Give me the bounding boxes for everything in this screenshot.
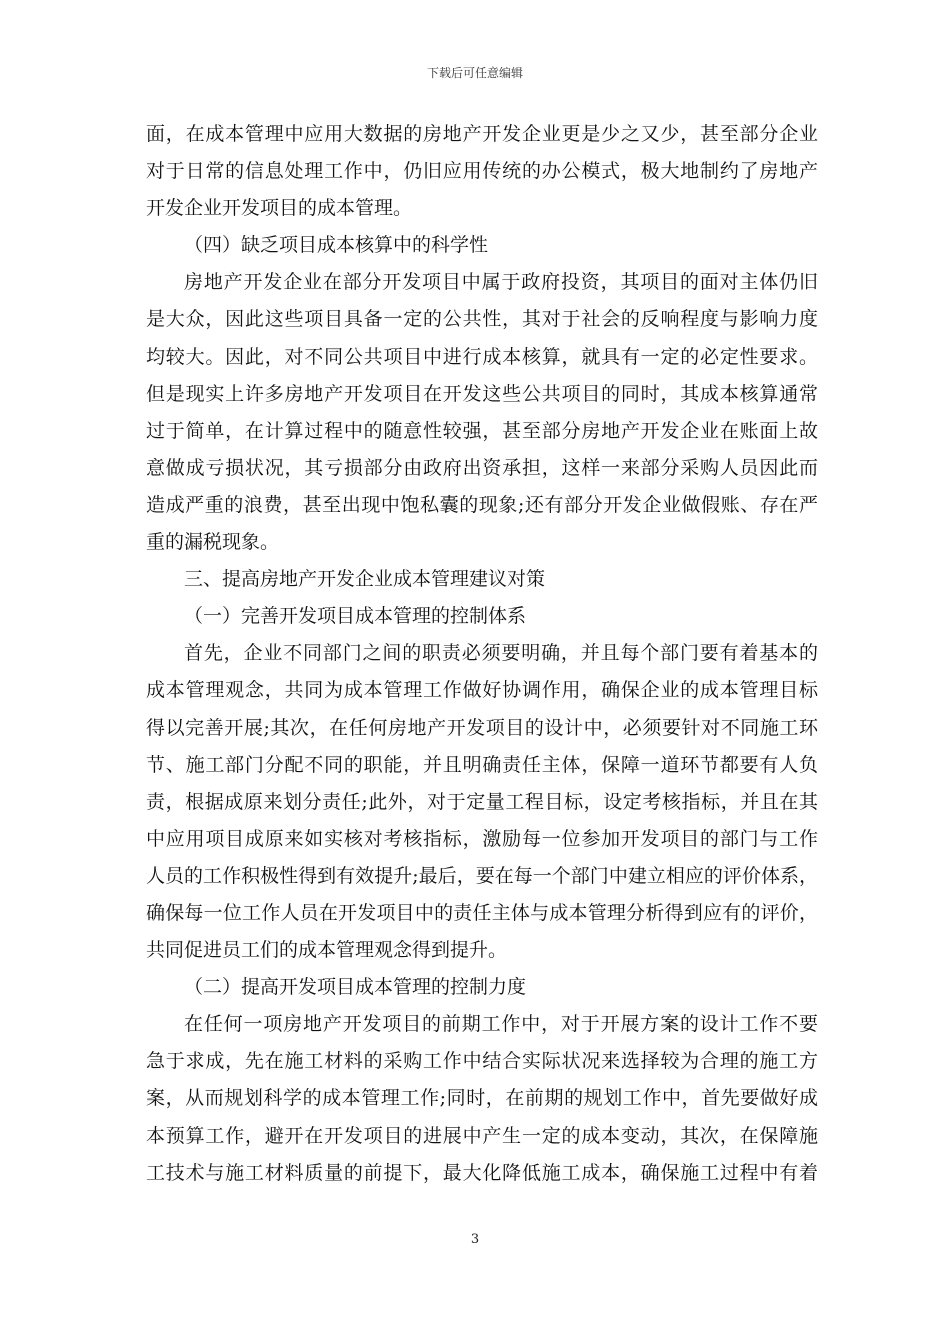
section-heading: （四）缺乏项目成本核算中的科学性 [184,234,489,257]
body-line: 开发企业开发项目的成本管理。 [146,197,413,220]
body-line: 造成严重的浪费，甚至出现中饱私囊的现象;还有部分开发企业做假账、存在严 [146,493,818,516]
body-line: 过于简单，在计算过程中的随意性较强，甚至部分房地产开发企业在账面上故 [146,419,818,442]
body-line: 急于求成，先在施工材料的采购工作中结合实际状况来选择较为合理的施工方 [146,1050,818,1073]
body-line: 成本管理观念，共同为成本管理工作做好协调作用，确保企业的成本管理目标 [146,679,818,702]
section-heading: 三、提高房地产开发企业成本管理建议对策 [184,568,546,591]
body-line: 确保每一位工作人员在开发项目中的责任主体与成本管理分析得到应有的评价， [146,901,818,924]
body-line: 在任何一项房地产开发项目的前期工作中，对于开展方案的设计工作不要 [184,1013,818,1036]
page-number: 3 [470,1232,480,1247]
page-header: 下载后可任意编辑 [426,66,523,80]
body-line: 责，根据成原来划分责任;此外，对于定量工程目标，设定考核指标，并且在其 [146,790,818,813]
body-line: 共同促进员工们的成本管理观念得到提升。 [146,939,508,962]
document-body [146,116,818,1192]
section-heading: （二）提高开发项目成本管理的控制力度 [184,976,527,999]
body-line: 对于日常的信息处理工作中，仍旧应用传统的办公模式，极大地制约了房地产 [146,160,818,183]
body-line: 节、施工部门分配不同的职能，并且明确责任主体，保障一道环节都要有人负 [146,753,818,776]
body-line: 工技术与施工材料质量的前提下，最大化降低施工成本，确保施工过程中有着 [146,1161,818,1184]
body-line: 房地产开发企业在部分开发项目中属于政府投资，其项目的面对主体仍旧 [184,271,818,294]
body-line: 均较大。因此，对不同公共项目中进行成本核算，就具有一定的必定性要求。 [146,345,818,368]
body-line: 重的漏税现象。 [146,531,280,554]
body-line: 本预算工作，避开在开发项目的进展中产生一定的成本变动，其次，在保障施 [146,1124,818,1147]
body-line: 案，从而规划科学的成本管理工作;同时，在前期的规划工作中，首先要做好成 [146,1087,818,1110]
body-line: 但是现实上许多房地产开发项目在开发这些公共项目的同时，其成本核算通常 [146,382,818,405]
body-line: 中应用项目成原来如实核对考核指标，激励每一位参加开发项目的部门与工作 [146,827,818,850]
body-line: 是大众，因此这些项目具备一定的公共性，其对于社会的反响程度与影响力度 [146,308,818,331]
body-line: 人员的工作积极性得到有效提升;最后，要在每一个部门中建立相应的评价体系， [146,864,818,887]
body-line: 意做成亏损状况，其亏损部分由政府出资承担，这样一来部分采购人员因此而 [146,456,818,479]
section-heading: （一）完善开发项目成本管理的控制体系 [184,605,527,628]
body-line: 面，在成本管理中应用大数据的房地产开发企业更是少之又少，甚至部分企业 [146,123,818,145]
body-line: 首先，企业不同部门之间的职责必须要明确，并且每个部门要有着基本的 [184,642,818,665]
body-line: 得以完善开展;其次，在任何房地产开发项目的设计中，必须要针对不同施工环 [146,716,818,739]
